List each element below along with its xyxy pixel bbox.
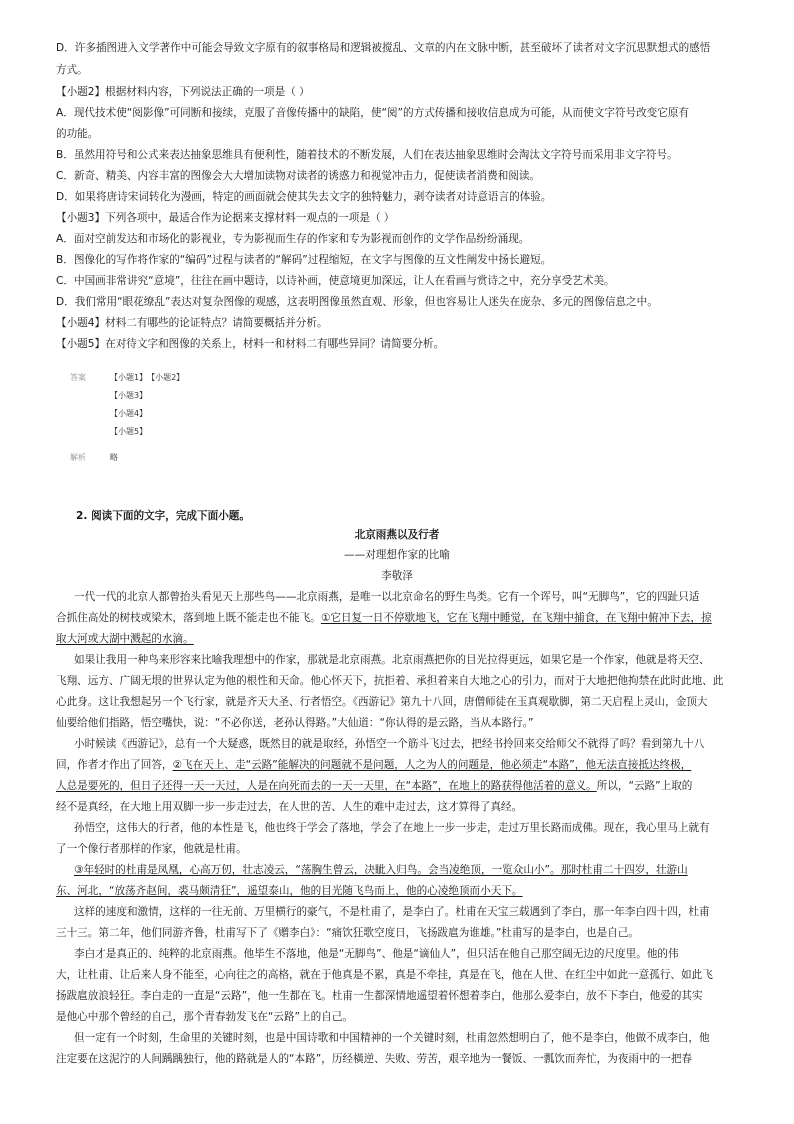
paragraph-2-line-4: 仙要给他们指路，悟空嘴快，说：“不必你送，老孙认得路。”大仙道：“你认得的是云路，当从本路行。” bbox=[56, 717, 534, 729]
answer-q2: 【小题2】 bbox=[151, 373, 185, 382]
p3-plain: 回，作者才作出了回答， bbox=[56, 759, 173, 771]
option-d-line-2: 方式。 bbox=[56, 64, 88, 76]
underlined-sentence-3: ③年轻时的杜甫是凤凰，心高万仞，壮志凌云，“荡胸生曾云，决眦入归鸟。会当凌绝顶，一览众山小”。那时杜甫二十四岁，壮游山 bbox=[74, 864, 688, 876]
paragraph-8-line-2: 注定要在这泥泞的人间踽踽独行，他的路就是人的“本路”，历经橫逆、失败、劳苦，艰辛地为一餐饭、一瓢饮而奔忙，为夜雨中的一把春 bbox=[56, 1053, 693, 1065]
paragraph-3-line-4: 经不是真经，在大地上用双脚一步一步走过去，在人世的苦、人生的难中走过去，这才算得了真经。 bbox=[56, 801, 523, 813]
paragraph-6-line-1: 这样的速度和激情，这样的一往无前、万里横行的豪气，不是杜甫了，是李白了。杜甫在天宝三载遇到了李白，那一年李白四十四，杜甫 bbox=[74, 906, 710, 918]
option-d-line-1: D．许多插图进入文学著作中可能会导致文字原有的叙事格局和逻辑被搅乱、文章的内在文脉中断，甚至破坏了读者对文字沉思默想式的感悟 bbox=[56, 42, 711, 54]
paragraph-4-line-1: 孙悟空，这伟大的行者，他的本性是飞，他也终于学会了落地，学会了在地上一步一步走，走过万里长路而成佛。现在，我心里马上就有 bbox=[74, 822, 710, 834]
underlined-sentence-1: ①它日复一日不停歇地飞，它在飞翔中睡觉，在飞翔中捕食，在飞翔中俯冲下去，掠 bbox=[320, 612, 712, 624]
paragraph-5-line-1 bbox=[74, 863, 746, 877]
q2-option-d: D．如果将唐诗宋词转化为漫画，特定的画面就会使其失去文字的独特魅力，剥夺读者对诗意语言的体验。 bbox=[56, 191, 552, 203]
q2-option-a-line-2: 的功能。 bbox=[56, 128, 99, 140]
underlined-sentence-3-end: 东、河北，“放荡齐赵间，裘马颇清狂”，遥望泰山，他的目光随飞鸟而上，他的心凌绝顶而小天下。 bbox=[56, 885, 523, 897]
paragraph-7-line-4: 是他心中那个曾经的自己，那个青春勃发飞在“云路”上的自己。 bbox=[56, 1011, 354, 1023]
paragraph-2-line-1: 如果让我用一种鸟来形容来比喻我理想中的作家，那就是北京雨燕。北京雨燕把你的目光拉得更远，如果它是一个作家，他就是将天空、 bbox=[74, 654, 710, 666]
paragraph-5-line-2 bbox=[56, 884, 746, 898]
paragraph-6-line-2: 三十三。第二年，他们同游齐鲁，杜甫写下了《赠李白》：“痛饮狂歌空度日，飞扬跋扈为谁雄。”杜甫写的是李白，也是自己。 bbox=[56, 927, 640, 939]
q3-option-d: D．我们常用“眼花缭乱”表达对复杂图像的观感，这表明图像虽然直观、形象，但也容易让人迷失在庞杂、多元的图像信息之中。 bbox=[56, 296, 658, 308]
answer-label: 答案 bbox=[70, 373, 86, 382]
passage-author: 李敬泽 bbox=[381, 570, 413, 582]
passage-subtitle: ——对理想作家的比喻 bbox=[344, 549, 450, 561]
section-heading: 2. 阅读下面的文字，完成下面小题。 bbox=[76, 510, 250, 522]
analysis-value: 略 bbox=[110, 453, 118, 462]
q2-option-a-line-1: A．现代技术使“阅影像”可同断和接续，克服了音像传播中的缺陷，使“阅”的方式传播和接收信息成为可能，从而使文字符号改变它原有 bbox=[56, 107, 690, 119]
question-5-stem: 【小题5】在对待文字和图像的关系上，材料一和材料二有哪些异同？请简要分析。 bbox=[56, 338, 445, 350]
paragraph-3-line-1: 小时候读《西游记》，总有一个大疑惑，既然目的就是取经，孙悟空一个筋斗飞过去，把经书拎回来交给师父不就得了吗？看到第九十八 bbox=[74, 738, 705, 750]
q3-option-b: B．图像化的写作将作家的“编码”过程与读者的“解码”过程缩短，在文字与图像的互文性阐发中扬长避短。 bbox=[56, 254, 552, 266]
q3-option-c: C．中国画非常讲究“意境”，往往在画中题诗，以诗补画，使意境更加深远，让人在看画与赏诗之中，充分享受艺术美。 bbox=[56, 275, 615, 287]
underlined-sentence-2: ②飞在天上、走“云路”能解决的问题就不是问题，人之为人的问题是，他必须走“本路”，他无法直接抵达终极， bbox=[172, 759, 692, 771]
paragraph-4-line-2: 了一个像行者那样的作家，他就是杜甫。 bbox=[56, 843, 247, 855]
p1-plain: 合抓住高处的树枝或梁木，落到地上既不能走也不能飞。 bbox=[56, 612, 321, 624]
paragraph-7-line-1: 李白才是真正的、纯粹的北京雨燕。他毕生不落地，他是“无脚鸟”、他是“谪仙人”，但只活在他自己那空阔无边的尺度里。他的伟 bbox=[74, 948, 679, 960]
paragraph-3-line-3 bbox=[56, 779, 746, 793]
underlined-sentence-2-end: 人总是要死的，但日子还得一天一天过，人是在向死而去的一天一天里，在“本路”，在地上的路获得他活着的意义。 bbox=[56, 780, 597, 792]
answer-q3: 【小题3】 bbox=[110, 391, 148, 400]
paragraph-1-line-3 bbox=[56, 632, 746, 646]
paragraph-7-line-3: 扬跋扈放浪轻狂。李白走的一直是“云路”，他一生都在飞。杜甫一生都深情地遥望着怀想着李白，他那么爱李白，放不下李白，他爱的其实 bbox=[56, 990, 703, 1002]
question-3-stem: 【小题3】下列各项中，最适合作为论据来支撑材料一观点的一项是（ ） bbox=[56, 212, 395, 224]
paragraph-1-line-1: 一代一代的北京人都曾抬头看见天上那些鸟——北京雨燕，是唯一以北京命名的野生鸟类。它有一个诨号，叫“无脚鸟”，它的四趾只适 bbox=[74, 591, 700, 603]
analysis-label: 解析 bbox=[70, 453, 86, 462]
question-4-stem: 【小题4】材料二有哪些的论证特点？请简要概括并分析。 bbox=[56, 317, 328, 329]
answer-q4: 【小题4】 bbox=[110, 409, 148, 418]
p3-continue: 所以，“云路”上取的 bbox=[596, 780, 693, 792]
underlined-sentence-1-end: 取大河或大湖中溅起的水滴。 bbox=[56, 633, 194, 645]
passage-title: 北京雨燕以及行者 bbox=[354, 529, 440, 541]
answer-q5: 【小题5】 bbox=[110, 427, 148, 436]
paragraph-7-line-2: 大，让杜甫、让后来人身不能至，心向往之的高格，就在于他真是不累，真是不牵挂，真是在飞，他在人世、在红尘中如此一意孤行、如此飞 bbox=[56, 969, 713, 981]
paragraph-1-line-2 bbox=[56, 611, 746, 625]
q3-option-a: A．面对空前发达和市场化的影视业，专为影视而生存的作家和专为影视而创作的文学作品纷纷涌现。 bbox=[56, 233, 530, 245]
answer-q1: 【小题1】 bbox=[110, 373, 148, 382]
answer-row-1 bbox=[110, 372, 188, 383]
q2-option-b: B．虽然用符号和公式来表达抽象思维具有便利性，随着技术的不断发展，人们在表达抽象思维时会淘汰文字符号而采用非文字符号。 bbox=[56, 149, 678, 161]
paragraph-2-line-2: 飞翔、远方、广阔无垠的世界认定为他的根性和天命。他心怀天下，抗拒着、承担着来自大地之心的引力，而对于大地把他拘禁在此时此地、此 bbox=[56, 675, 724, 687]
question-2-stem: 【小题2】根据材料内容，下列说法正确的一项是（ ） bbox=[56, 86, 310, 98]
q2-option-c: C．新奇、精美、内容丰富的图像会大大增加读物对读者的诱惑力和视觉冲击力，促使读者消费和阅读。 bbox=[56, 170, 541, 182]
paragraph-3-line-2 bbox=[56, 758, 746, 772]
paragraph-2-line-3: 心此身。这让我想起另一个飞行家，就是齐天大圣、行者悟空。《西游记》第九十八回，唐僧师徒在玉真观歇脚，第二天启程上灵山，金顶大 bbox=[56, 696, 708, 708]
paragraph-8-line-1: 但一定有一个时刻，生命里的关键时刻，也是中国诗歌和中国精神的一个关键时刻，杜甫忽然想明白了，他不是李白，他做不成李白，他 bbox=[74, 1032, 710, 1044]
